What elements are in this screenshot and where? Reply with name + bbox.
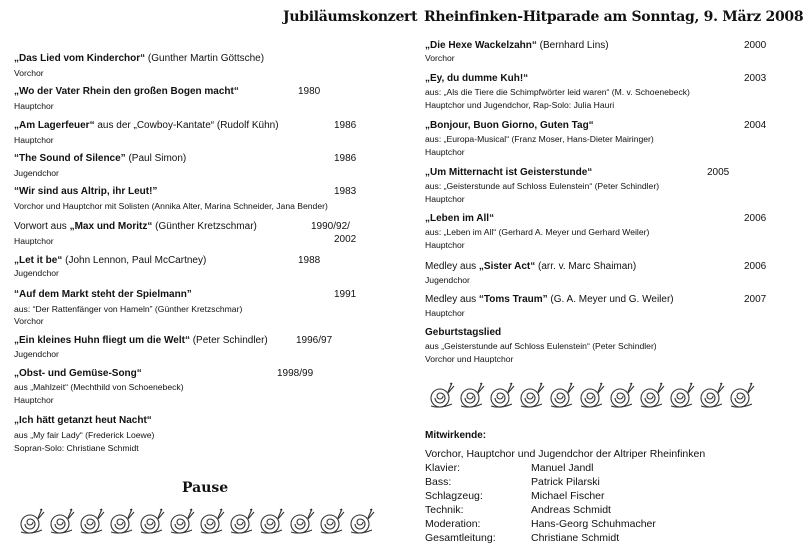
list-item [425, 327, 501, 339]
list-item [14, 53, 264, 65]
right-heading: Rheinfinken-Hitparade am Sonntag, 9. März 2008 [424, 9, 804, 25]
song-prefix: Medley aus [425, 294, 479, 305]
song-year: 1996/97 [296, 335, 333, 346]
song-year: 1986 [334, 153, 357, 164]
pause-label: Pause [182, 480, 229, 496]
song-credit: (John Lennon, Paul McCartney) [62, 255, 207, 266]
song-year: 1980 [298, 86, 321, 97]
snail-icon [638, 380, 666, 410]
song-detail: Vorchor und Hauptchor mit Solisten (Annika Alter, Marina Schneider, Jana Bender) [14, 201, 328, 211]
song-detail: Jugendchor [425, 275, 470, 285]
song-year: 2007 [744, 294, 767, 305]
song-title: “The Sound of Silence” [14, 153, 126, 164]
song-detail: Jugendchor [14, 349, 59, 359]
snail-icon [18, 506, 46, 536]
song-year: 2004 [744, 120, 767, 131]
song-prefix: Medley aus [425, 261, 479, 272]
list-item [14, 255, 206, 267]
crew-role: Klavier: [425, 462, 461, 474]
snail-icon [728, 380, 756, 410]
song-credit: (Peter Schindler) [189, 335, 268, 346]
song-year: 1991 [334, 289, 357, 300]
snail-icon [698, 380, 726, 410]
song-title: „Max und Moritz“ [69, 221, 153, 232]
song-credit: (Günther Kretzschmar) [152, 221, 257, 232]
song-credit: (Paul Simon) [125, 153, 187, 164]
crew-role: Moderation: [425, 518, 481, 530]
list-item [425, 294, 674, 306]
snail-icon [258, 506, 286, 536]
crew-name: Andreas Schmidt [531, 504, 611, 516]
snail-icon [318, 506, 346, 536]
list-item [14, 289, 192, 301]
crew-name: Manuel Jandl [531, 462, 594, 474]
song-detail: Hauptchor [425, 194, 465, 204]
snail-icon [48, 506, 76, 536]
song-title: „Ey, du dumme Kuh!“ [425, 73, 529, 84]
song-detail: Hauptchor [14, 135, 54, 145]
list-item [14, 368, 142, 380]
snail-icon [608, 380, 636, 410]
song-detail: aus: „Europa-Musical“ (Franz Moser, Hans-Dieter Mairinger) [425, 134, 654, 144]
song-title: „Das Lied vom Kinderchor“ [14, 53, 146, 64]
snail-icon [458, 380, 486, 410]
song-title: „Let it be“ [14, 255, 63, 266]
song-title: “Wir sind aus Altrip, ihr Leut!” [14, 186, 158, 197]
song-prefix: Vorwort aus [14, 221, 70, 232]
snail-icon [348, 506, 376, 536]
list-item [425, 167, 592, 179]
list-item [425, 73, 528, 85]
song-detail: aus: “Der Rattenfänger von Hameln” (Günther Kretzschmar) [14, 304, 243, 314]
song-credit: (Bernhard Lins) [536, 40, 609, 51]
song-detail: Jugendchor [14, 168, 59, 178]
snail-icon [578, 380, 606, 410]
crew-name: Christiane Schmidt [531, 532, 620, 544]
list-item [14, 86, 239, 98]
song-credit: (arr. v. Marc Shaiman) [535, 261, 637, 272]
song-title: „Die Hexe Wackelzahn“ [425, 40, 537, 51]
list-item [14, 221, 257, 233]
list-item [425, 40, 609, 52]
song-title: „Bonjour, Buon Giorno, Guten Tag“ [425, 120, 594, 131]
snail-icon [548, 380, 576, 410]
list-item [14, 415, 152, 427]
song-title: Geburtstagslied [425, 327, 502, 338]
song-detail: aus: „Geisterstunde auf Schloss Eulenstein“ (Peter Schindler) [425, 181, 660, 191]
song-title: „Ein kleines Huhn fliegt um die Welt“ [14, 335, 190, 346]
snail-icon [488, 380, 516, 410]
song-year: 1983 [334, 186, 357, 197]
snail-icon [518, 380, 546, 410]
crew-name: Patrick Pilarski [531, 476, 600, 488]
song-title: „Obst- und Gemüse-Song“ [14, 368, 142, 379]
song-detail: Hauptchor [425, 147, 465, 157]
song-detail: aus „Mahlzeit“ (Mechthild von Schoenebeck) [14, 382, 184, 392]
song-title: „Ich hätt getanzt heut Nacht“ [14, 415, 152, 426]
snail-icon [228, 506, 256, 536]
list-item [14, 186, 157, 198]
mitwirkende-heading: Mitwirkende: [425, 430, 487, 441]
snail-icon [428, 380, 456, 410]
song-title: “Auf dem Markt steht der Spielmann” [14, 289, 192, 300]
snail-icon [78, 506, 106, 536]
song-detail: aus: „Als die Tiere die Schimpfwörter leid waren“ (M. v. Schoenebeck) [425, 87, 690, 97]
song-detail: aus „Geisterstunde auf Schloss Eulenstein“ (Peter Schindler) [425, 341, 657, 351]
song-detail: Sopran-Solo: Christiane Schmidt [14, 443, 139, 453]
song-detail: Hauptchor [425, 308, 465, 318]
snail-icon [108, 506, 136, 536]
song-detail: Hauptchor [425, 240, 465, 250]
song-year: 1986 [334, 120, 357, 131]
snail-icon [138, 506, 166, 536]
song-credit: (G. A. Meyer und G. Weiler) [547, 294, 674, 305]
song-detail: Vorchor [14, 316, 44, 326]
song-credit: (Gunther Martin Göttsche) [145, 53, 265, 64]
list-item [425, 261, 636, 273]
song-year: 1990/92/ [311, 221, 350, 232]
song-detail: Hauptchor und Jugendchor, Rap-Solo: Julia Hauri [425, 100, 615, 110]
song-year: 2003 [744, 73, 767, 84]
song-year: 1988 [298, 255, 321, 266]
song-detail: Vorchor [425, 53, 455, 63]
crew-name: Michael Fischer [531, 490, 605, 502]
song-year: 2000 [744, 40, 767, 51]
song-detail: aus: „Leben im All“ (Gerhard A. Meyer und Gerhard Weiler) [425, 227, 650, 237]
song-detail: Hauptchor [14, 395, 54, 405]
crew-role: Technik: [425, 504, 464, 516]
snail-icon [168, 506, 196, 536]
crew-name: Hans-Georg Schuhmacher [531, 518, 656, 530]
list-item [14, 120, 279, 132]
left-heading: Jubiläumskonzert [283, 9, 418, 25]
song-year: 2006 [744, 213, 767, 224]
song-year: 1998/99 [277, 368, 314, 379]
crew-role: Schlagzeug: [425, 490, 483, 502]
snail-icon [288, 506, 316, 536]
list-item [425, 213, 494, 225]
song-year: 2006 [744, 261, 767, 272]
song-title: „Um Mitternacht ist Geisterstunde“ [425, 167, 593, 178]
list-item [14, 153, 186, 165]
song-year: 2005 [707, 167, 730, 178]
song-title: „Leben im All“ [425, 213, 495, 224]
song-detail: aus „My fair Lady“ (Frederick Loewe) [14, 430, 155, 440]
song-detail: Jugendchor [14, 268, 59, 278]
song-title: „Am Lagerfeuer“ [14, 120, 95, 131]
snail-icon [198, 506, 226, 536]
song-detail: Vorchor [14, 68, 44, 78]
crew-role: Gesamtleitung: [425, 532, 496, 544]
song-year-2: 2002 [334, 234, 357, 245]
song-title: „Wo der Vater Rhein den großen Bogen macht“ [14, 86, 239, 97]
song-detail: Hauptchor [14, 236, 54, 246]
list-item [14, 335, 268, 347]
song-detail: Vorchor und Hauptchor [425, 354, 514, 364]
song-title: „Sister Act“ [478, 261, 536, 272]
song-credit: aus der „Cowboy-Kantate“ (Rudolf Kühn) [94, 120, 279, 131]
crew-role: Bass: [425, 476, 452, 488]
song-detail: Hauptchor [14, 101, 54, 111]
snail-icon [668, 380, 696, 410]
list-item [425, 120, 594, 132]
mitwirkende-intro: Vorchor, Hauptchor und Jugendchor der Altriper Rheinfinken [425, 448, 706, 460]
song-title: “Toms Traum” [478, 294, 548, 305]
